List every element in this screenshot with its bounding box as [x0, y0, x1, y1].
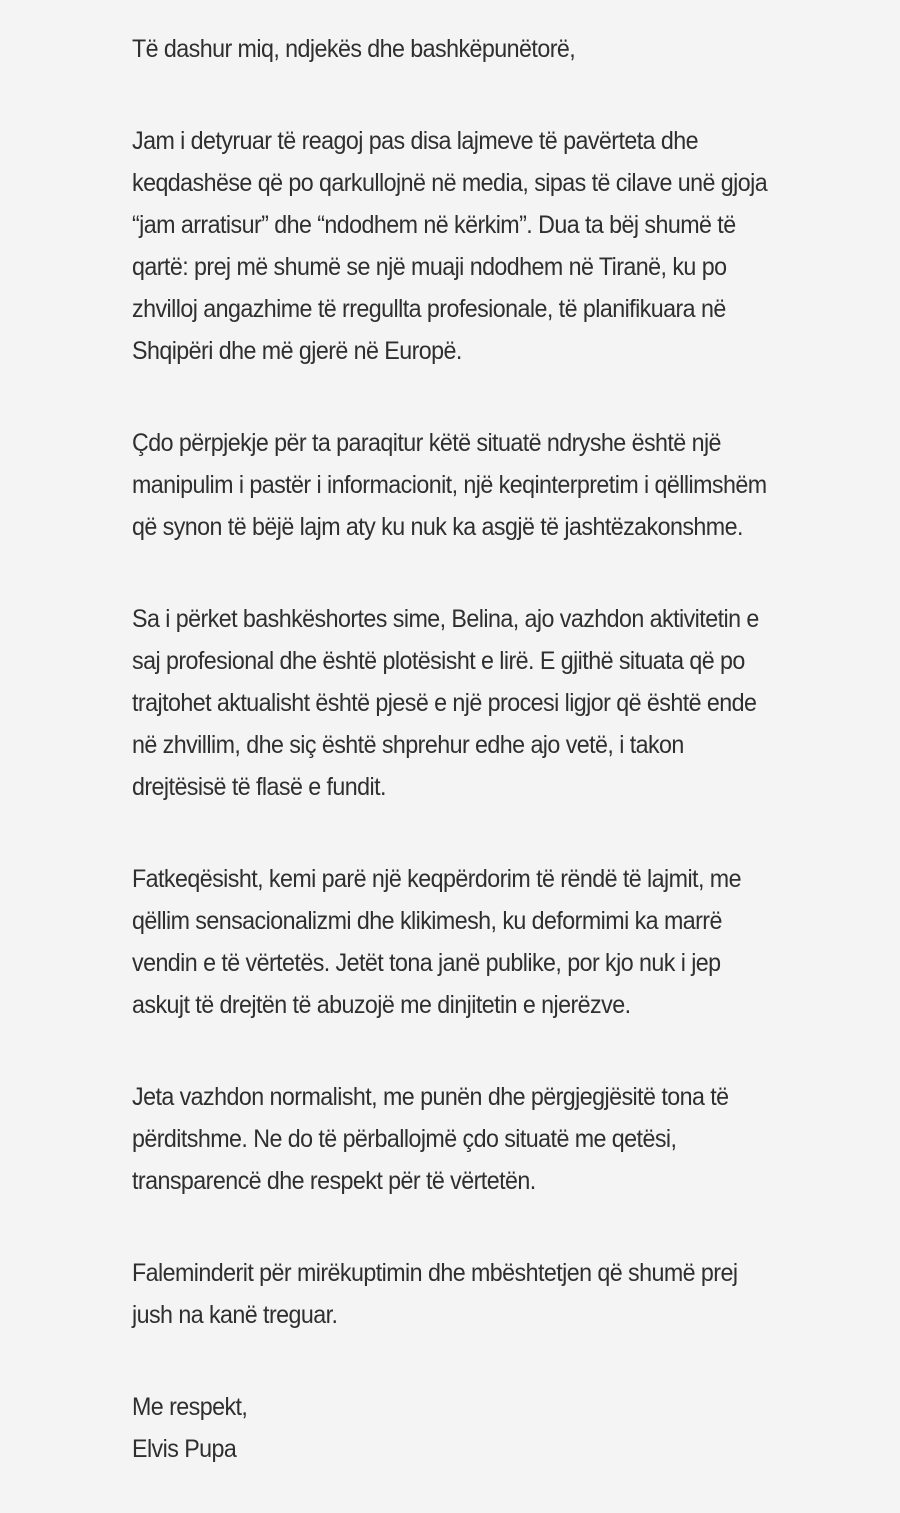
- letter-greeting: Të dashur miq, ndjekës dhe bashkëpunëtorë,: [132, 35, 576, 63]
- letter-body: [132, 28, 783, 1470]
- letter-paragraph: Jeta vazhdon normalisht, me punën dhe përgjegjësitë tona të përditshme. Ne do të përballojmë çdo situatë me qetësi, transparencë dhe respekt për të vërtetën.: [132, 1083, 729, 1195]
- letter-closing: Me respekt,: [132, 1393, 248, 1421]
- letter-signature: Elvis Pupa: [132, 1435, 237, 1463]
- letter-paragraph: Fatkeqësisht, kemi parë një keqpërdorim të rëndë të lajmit, me qëllim sensacionalizmi dhe klikimesh, ku deformimi ka marrë vendin e të vërtetës. Jetët tona janë publike, por kjo nuk i jep askujt të drejtën të abuzojë me dinjitetin e njerëzve.: [132, 865, 741, 1019]
- letter-paragraph: Jam i detyruar të reagoj pas disa lajmeve të pavërteta dhe keqdashëse që po qarkullojnë në media, sipas të cilave unë gjoja “jam arratisur” dhe “ndodhem në kërkim”. Dua ta bëj shumë të qartë: prej më shumë se një muaji ndodhem në Tiranë, ku po zhvilloj angazhime të rregullta profesionale, të planifikuara në Shqipëri dhe më gjerë në Europë.: [132, 127, 768, 365]
- letter-paragraph: Faleminderit për mirëkuptimin dhe mbështetjen që shumë prej jush na kanë treguar.: [132, 1259, 738, 1329]
- letter-paragraph: Çdo përpjekje për ta paraqitur këtë situatë ndryshe është një manipulim i pastër i informacionit, një keqinterpretim i qëllimshëm që synon të bëjë lajm aty ku nuk ka asgjë të jashtëzakonshme.: [132, 429, 767, 541]
- letter-paragraph: Sa i përket bashkëshortes sime, Belina, ajo vazhdon aktivitetin e saj profesional dhe është plotësisht e lirë. E gjithë situata që po trajtohet aktualisht është pjesë e një procesi ligjor që është ende në zhvillim, dhe siç është shprehur edhe ajo vetë, i takon drejtësisë të flasë e fundit.: [132, 605, 759, 801]
